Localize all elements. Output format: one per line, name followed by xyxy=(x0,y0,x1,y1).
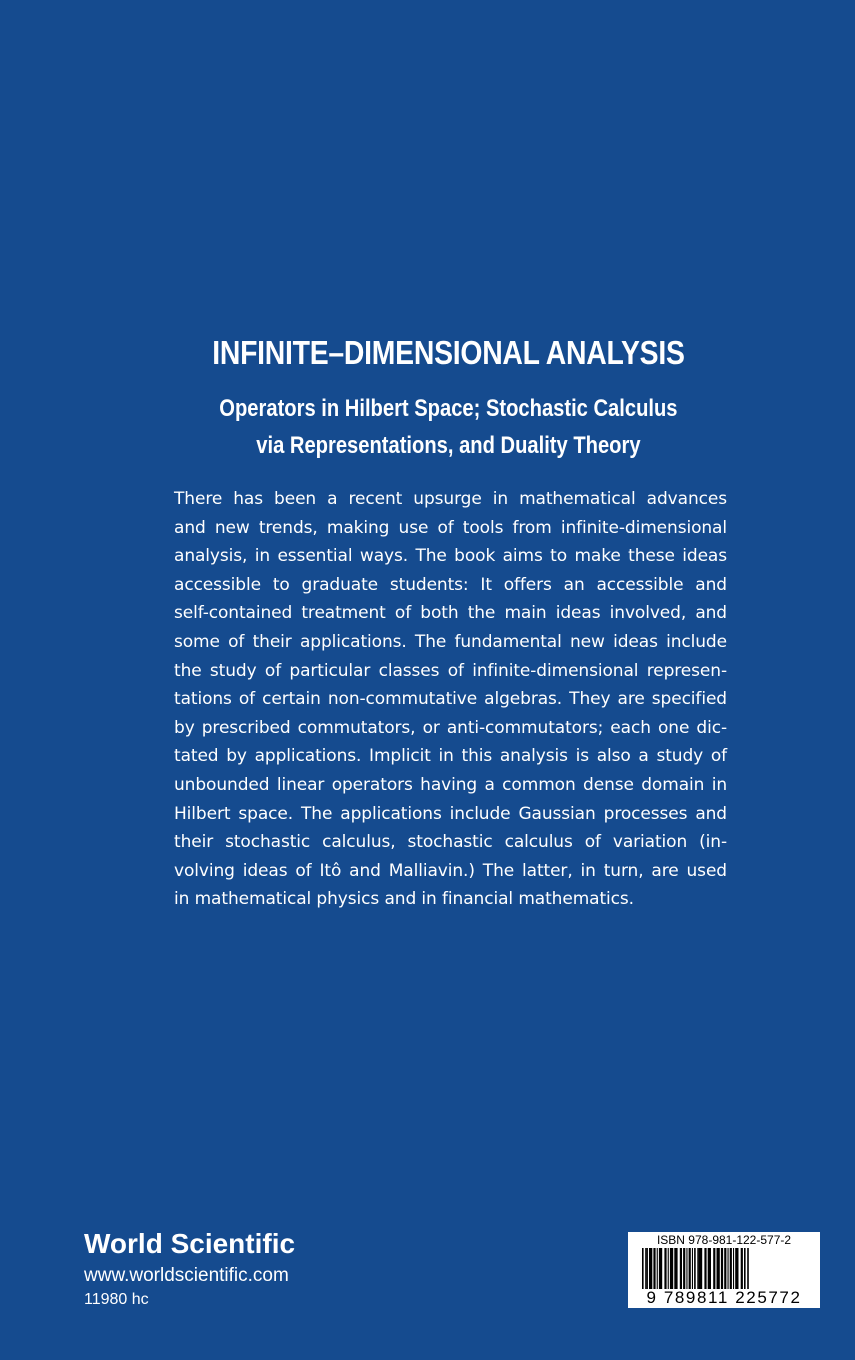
blurb-line: the study of particular classes of infinite-dimensional represen- xyxy=(174,660,727,681)
blurb-line: analysis, in essential ways. The book aims to make these ideas xyxy=(174,546,727,567)
blurb-line: unbounded linear operators having a common dense domain in xyxy=(174,774,727,795)
blurb-line: and new trends, making use of tools from infinite-dimensional xyxy=(174,517,727,538)
publisher-name: World Scientific xyxy=(84,1228,296,1259)
book-description xyxy=(174,485,727,914)
catalog-code: 11980 hc xyxy=(84,1291,149,1308)
publisher-website[interactable]: www.worldscientific.com xyxy=(84,1265,289,1286)
blurb-line: by prescribed commutators, or anti-commutators; each one dic- xyxy=(174,717,727,738)
subtitle-line-1: Operators in Hilbert Space; Stochastic Calculus xyxy=(219,395,678,422)
book-title: INFINITE–DIMENSIONAL ANALYSIS xyxy=(212,334,685,371)
blurb-line: some of their applications. The fundamental new ideas include xyxy=(174,631,727,652)
isbn-label: ISBN 978-981-122-577-2 xyxy=(656,1233,792,1247)
blurb-line: tated by applications. Implicit in this analysis is also a study of xyxy=(174,746,727,767)
blurb-line: tations of certain non-commutative algebras. They are specified xyxy=(174,689,727,710)
blurb-line: in mathematical physics and in financial mathematics. xyxy=(174,889,634,910)
blurb-line: volving ideas of Itô and Malliavin.) The latter, in turn, are used xyxy=(174,860,727,881)
blurb-line: accessible to graduate students: It offers an accessible and xyxy=(174,574,727,595)
subtitle-line-2: via Representations, and Duality Theory xyxy=(256,432,641,459)
barcode-digits: 9 789811 225772 xyxy=(646,1288,802,1307)
blurb-line: their stochastic calculus, stochastic calculus of variation (in- xyxy=(174,832,727,853)
book-subtitle xyxy=(72,390,825,464)
blurb-line: self-contained treatment of both the main ideas involved, and xyxy=(174,603,727,624)
isbn-barcode xyxy=(628,1232,820,1308)
blurb-line: There has been a recent upsurge in mathematical advances xyxy=(174,489,727,509)
blurb-line: Hilbert space. The applications include Gaussian processes and xyxy=(174,803,727,824)
